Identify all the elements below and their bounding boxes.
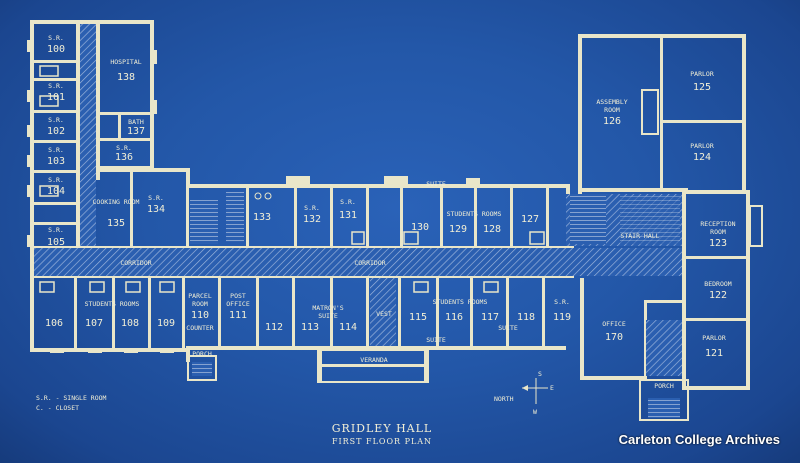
room-111-name-2: OFFICE <box>226 300 250 308</box>
plan-subtitle: FIRST FLOOR PLAN <box>331 437 433 446</box>
room-113-number: 113 <box>300 322 320 333</box>
room-132-name: S.R. <box>304 204 320 212</box>
veranda-label: VERANDA <box>360 356 388 364</box>
room-100-number: 100 <box>46 44 66 55</box>
room-129-name: STUDENTS ROOMS <box>446 210 502 218</box>
room-170-name: OFFICE <box>602 320 626 328</box>
room-129-number: 129 <box>448 224 468 235</box>
room-119-name: S.R. <box>554 298 570 306</box>
room-105-number: 105 <box>46 237 66 248</box>
room-123-name-2: ROOM <box>710 228 726 236</box>
room-112-number: 112 <box>264 322 284 333</box>
room-123-number: 123 <box>708 238 728 249</box>
compass-east: E <box>550 384 554 392</box>
room-125-name: PARLOR <box>690 70 714 78</box>
room-100-sr: S.R. <box>48 34 64 42</box>
porch-left-label: PORCH <box>192 350 212 358</box>
room-124-name: PARLOR <box>690 142 714 150</box>
room-102-number: 102 <box>46 126 66 137</box>
room-170-number: 170 <box>604 332 624 343</box>
room-122-number: 122 <box>708 290 728 301</box>
room-117-number: 117 <box>480 312 500 323</box>
room-126-name-2: ROOM <box>604 106 620 114</box>
room-109-number: 109 <box>156 318 176 329</box>
room-103-number: 103 <box>46 156 66 167</box>
room-106-number: 106 <box>44 318 64 329</box>
room-131-number: 131 <box>338 210 358 221</box>
plan-title: GRIDLEY HALL <box>331 422 433 435</box>
room-124-number: 124 <box>692 152 712 163</box>
room-127-number: 127 <box>520 214 540 225</box>
room-132-number: 132 <box>302 214 322 225</box>
legend-closet: C. - CLOSET <box>36 404 80 412</box>
room-115-number: 115 <box>408 312 428 323</box>
room-110-counter: COUNTER <box>186 324 214 332</box>
room-134-name: S.R. <box>148 194 164 202</box>
corridor-left-label: CORRIDOR <box>120 259 152 267</box>
room-118-number: 118 <box>516 312 536 323</box>
compass-south: S <box>538 370 542 378</box>
room-137-name: BATH <box>128 118 144 126</box>
room-103-sr: S.R. <box>48 146 64 154</box>
room-121-name: PARLOR <box>702 334 726 342</box>
room-104-sr: S.R. <box>48 176 64 184</box>
students-rooms-left-label: STUDENTS ROOMS <box>84 300 140 308</box>
room-126-name-1: ASSEMBLY <box>596 98 628 106</box>
stair-hall-label: STAIR HALL <box>620 232 660 240</box>
compass-west: W <box>533 408 537 416</box>
room-113-name-2: SUITE <box>318 312 338 320</box>
room-116-name: STUDENTS ROOMS <box>432 298 488 306</box>
room-122-name: BEDROOM <box>704 280 732 288</box>
suite-bottom-b-label: SUITE <box>498 324 518 332</box>
room-102-sr: S.R. <box>48 116 64 124</box>
archives-watermark: Carleton College Archives <box>618 432 780 447</box>
room-114-number: 114 <box>338 322 358 333</box>
legend-single-room: S.R. - SINGLE ROOM <box>36 394 107 402</box>
room-125-number: 125 <box>692 82 712 93</box>
room-130-number: 130 <box>410 222 430 233</box>
room-123-name-1: RECEPTION <box>700 220 736 228</box>
room-101-number: 101 <box>46 92 66 103</box>
room-136-name: S.R. <box>116 144 132 152</box>
compass-rose <box>522 378 548 404</box>
room-116-number: 116 <box>444 312 464 323</box>
room-121-number: 121 <box>704 348 724 359</box>
corridor-center-label: CORRIDOR <box>354 259 386 267</box>
room-138-name: HOSPITAL <box>110 58 142 66</box>
room-135-number: 135 <box>106 218 126 229</box>
room-111-number: 111 <box>228 310 248 321</box>
room-101-sr: S.R. <box>48 82 64 90</box>
suite-top-label: SUITE <box>426 180 446 188</box>
room-104-number: 104 <box>46 186 66 197</box>
room-134-number: 134 <box>146 204 166 215</box>
compass-north: NORTH <box>494 395 514 403</box>
room-131-name: S.R. <box>340 198 356 206</box>
room-110-name-2: ROOM <box>192 300 208 308</box>
room-107-number: 107 <box>84 318 104 329</box>
room-133-number: 133 <box>252 212 272 223</box>
suite-bottom-a-label: SUITE <box>426 336 446 344</box>
room-119-number: 119 <box>552 312 572 323</box>
room-128-number: 128 <box>482 224 502 235</box>
porch-right-label: PORCH <box>654 382 674 390</box>
room-105-sr: S.R. <box>48 226 64 234</box>
room-136-number: 136 <box>114 152 134 163</box>
room-110-number: 110 <box>190 310 210 321</box>
room-137-number: 137 <box>126 126 146 137</box>
room-126-number: 126 <box>602 116 622 127</box>
room-135-name: COOKING ROOM <box>92 198 140 206</box>
room-108-number: 108 <box>120 318 140 329</box>
room-113-name-1: MATRON'S <box>312 304 344 312</box>
room-110-name-1: PARCEL <box>188 292 212 300</box>
room-111-name-1: POST <box>230 292 246 300</box>
room-138-number: 138 <box>116 72 136 83</box>
vestibule-label: VEST <box>376 310 392 318</box>
